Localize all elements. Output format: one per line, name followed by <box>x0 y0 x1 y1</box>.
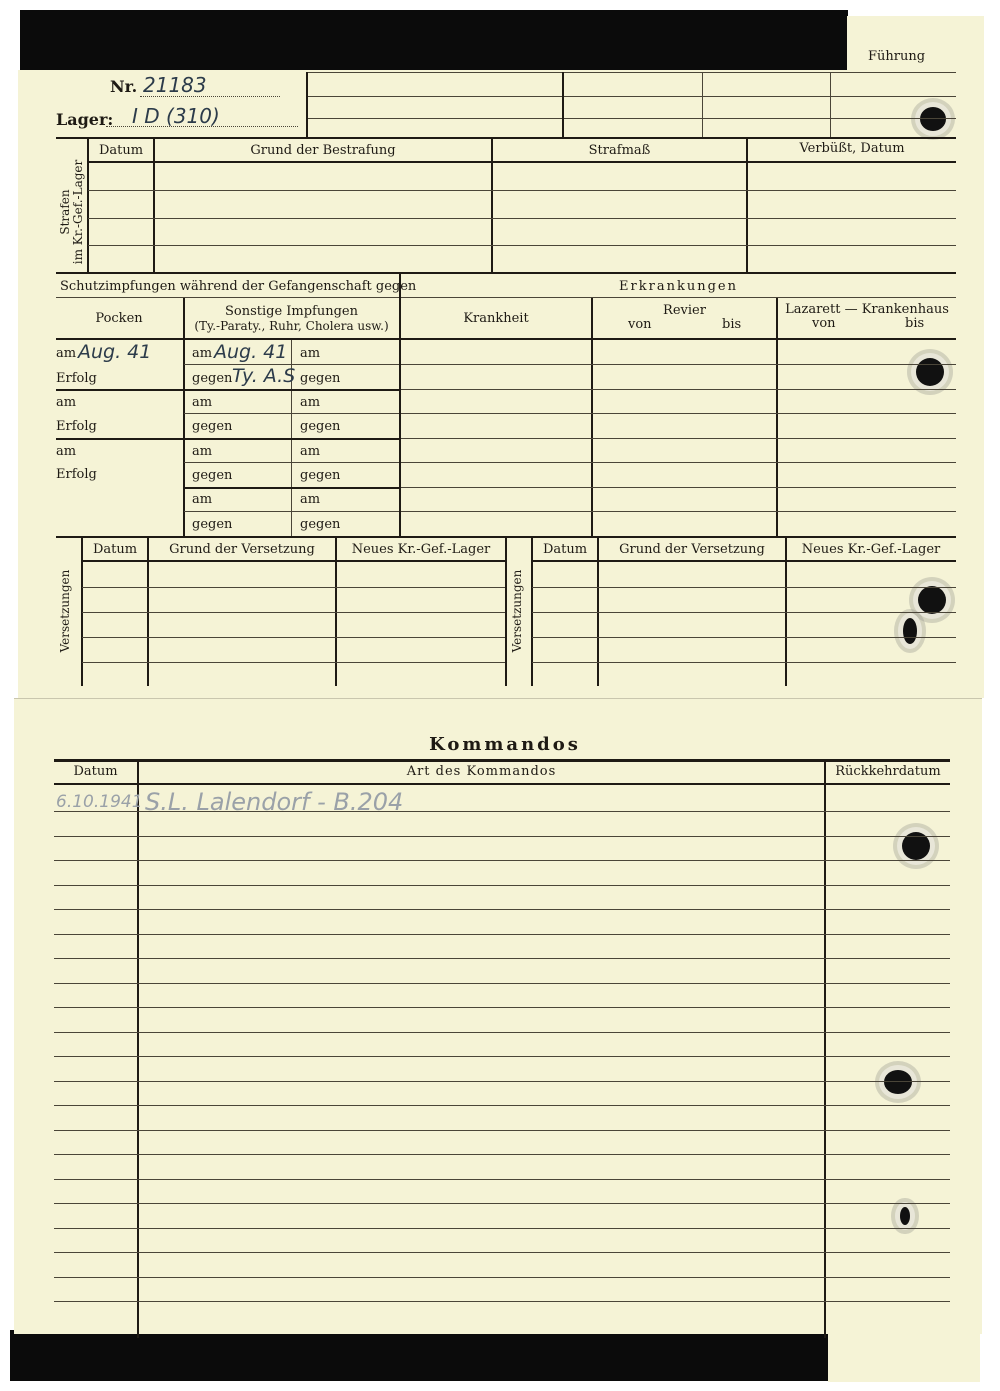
nr-dotted-line <box>140 96 280 97</box>
erkrankungen-divider <box>776 298 778 536</box>
versetzungen-left-row <box>82 612 505 613</box>
kommandos-row-line <box>54 958 950 959</box>
kommandos-row-line <box>54 1032 950 1033</box>
kommandos-entry-date: 6.10.1941 <box>56 792 143 812</box>
erk-row-line <box>401 413 956 414</box>
kommandos-row-line <box>54 909 950 910</box>
pocken-erfolg-2: Erfolg <box>56 419 97 434</box>
kommandos-top-rule <box>54 759 950 762</box>
sonstige-gegen-3b: gegen <box>300 468 341 483</box>
revier-label: Revier <box>663 303 706 318</box>
scan-border-top <box>20 10 848 72</box>
lazarett-bis: bis <box>905 316 925 331</box>
versetzungen-right-row <box>532 637 956 638</box>
strafen-row-line <box>88 190 956 191</box>
sonstige-am-3b: am <box>300 444 321 459</box>
versetzungen-left-row <box>82 662 505 663</box>
strafen-row-line <box>88 218 956 219</box>
revier-bis: bis <box>722 317 742 332</box>
lager-label: Lager: <box>56 110 114 129</box>
punch-hole-icon <box>920 107 946 131</box>
nr-label: Nr. <box>110 77 138 96</box>
strafen-divider <box>87 139 89 273</box>
strafen-divider <box>491 139 493 273</box>
kommandos-entry-text: S.L. Lalendorf - B.204 <box>145 788 404 816</box>
kommandos-row-line <box>54 1301 950 1302</box>
versetzungen-left-side-label: Versetzungen <box>58 569 72 653</box>
pocken-erfolg-1: Erfolg <box>56 371 97 386</box>
sonstige-am-2b: am <box>300 395 321 410</box>
pocken-label: Pocken <box>95 311 143 326</box>
pocken-erfolg-3: Erfolg <box>56 467 97 482</box>
impf-row-line <box>184 364 399 365</box>
kommandos-row-line <box>54 1056 950 1057</box>
versetzungen-left-row <box>82 587 505 588</box>
versetzungen-right-row <box>532 612 956 613</box>
impf-row-rule <box>184 487 399 489</box>
sonstige-am-3a: am <box>192 444 213 459</box>
kommandos-row-line <box>54 811 950 812</box>
lager-dotted-line <box>106 126 298 127</box>
strafen-col-grund: Grund der Bestrafung <box>250 143 396 158</box>
strafen-col-verbuesst: Verbüßt, Datum <box>799 141 905 156</box>
erkrankungen-title: Erkrankungen <box>619 279 738 294</box>
sonstige-gegen-4b: gegen <box>300 517 341 532</box>
erkrankungen-title-rule <box>401 297 956 298</box>
sonstige-gegen-4a: gegen <box>192 517 233 532</box>
versetzungen-left-row <box>82 637 505 638</box>
versetzungen-right-row <box>532 587 956 588</box>
sonstige-gegen-1a: gegen <box>192 371 233 386</box>
paper-bottom-right-tab <box>828 1330 980 1382</box>
lazarett-label: Lazarett — Krankenhaus <box>785 302 949 317</box>
kommandos-title: Kommandos <box>429 734 581 755</box>
header-bottom-rule <box>56 137 956 139</box>
sonstige-gegen-2a: gegen <box>192 419 233 434</box>
strafen-row-line <box>88 245 956 246</box>
erk-row-line <box>401 487 956 488</box>
strafen-header-rule <box>88 161 956 163</box>
fuehrung-label: Führung <box>868 49 926 64</box>
sonstige-label-1: Sonstige Impfungen <box>224 304 359 319</box>
sonstige-am-4a: am <box>192 492 213 507</box>
versetzungen-right-col-neues: Neues Kr.-Gef.-Lager <box>801 542 941 557</box>
erk-row-line <box>401 364 956 365</box>
punch-hole-icon <box>918 586 946 614</box>
sonstige-am-value: Aug. 41 <box>214 341 288 363</box>
versetzungen-right-side-label: Versetzungen <box>510 569 524 653</box>
punch-hole-icon <box>916 358 944 386</box>
erk-row-line <box>401 462 956 463</box>
erk-row-line <box>401 389 956 390</box>
kommandos-row-line <box>54 1105 950 1106</box>
impf-row-line <box>184 413 399 414</box>
kommandos-row-line <box>54 1179 950 1180</box>
header-line <box>308 96 956 97</box>
header-divider <box>306 72 308 138</box>
pocken-am-2: am <box>56 395 77 410</box>
sonstige-am-4b: am <box>300 492 321 507</box>
nr-value: 21183 <box>143 73 207 97</box>
kommandos-row-line <box>54 983 950 984</box>
versetzungen-left-header-rule <box>82 560 505 562</box>
revier-von: von <box>628 317 652 332</box>
kommandos-row-line <box>54 1277 950 1278</box>
header-line <box>308 118 956 119</box>
punch-hole-icon <box>900 1207 910 1225</box>
pocken-am-value: Aug. 41 <box>78 341 152 363</box>
erkrankungen-divider <box>591 298 593 536</box>
sonstige-am-2a: am <box>192 395 213 410</box>
impfungen-title: Schutzimpfungen während der Gefangenschaft gegen <box>60 279 417 294</box>
versetzungen-right-header-rule <box>532 560 956 562</box>
sonstige-am-1a: am <box>192 346 213 361</box>
kommandos-row-line <box>54 934 950 935</box>
impf-row-rule <box>56 438 399 440</box>
kommandos-row-line <box>54 1130 950 1131</box>
section-rule <box>56 272 956 274</box>
header-divider <box>830 72 831 138</box>
versetzungen-left-col-grund: Grund der Versetzung <box>169 542 315 557</box>
strafen-col-datum: Datum <box>98 143 144 158</box>
krankheit-label: Krankheit <box>463 311 529 326</box>
strafen-divider <box>746 139 748 273</box>
sonstige-gegen-3a: gegen <box>192 468 233 483</box>
fold-line <box>14 698 982 699</box>
sonstige-label-2: (Ty.-Paraty., Ruhr, Cholera usw.) <box>194 319 389 333</box>
erk-row-line <box>401 438 956 439</box>
versetzungen-right-col-grund: Grund der Versetzung <box>619 542 765 557</box>
strafen-side-label-2: im Kr.-Gef.-Lager <box>71 159 85 265</box>
header-divider <box>702 72 703 138</box>
versetzungen-right-row <box>532 662 956 663</box>
sonstige-gegen-2b: gegen <box>300 419 341 434</box>
strafen-col-strafmass: Strafmaß <box>588 143 651 158</box>
sonstige-gegen-1b: gegen <box>300 371 341 386</box>
pocken-divider <box>183 298 185 536</box>
kommandos-col-art: Art des Kommandos <box>406 764 557 779</box>
header-divider <box>562 72 564 138</box>
punch-hole-icon <box>884 1070 912 1094</box>
impf-row-rule <box>56 389 399 391</box>
pocken-am-3: am <box>56 444 77 459</box>
kommandos-row-line <box>54 1203 950 1204</box>
kommandos-col-datum: Datum <box>73 764 118 779</box>
strafen-side-label-1: Strafen <box>58 189 72 235</box>
sonstige-am-1b: am <box>300 346 321 361</box>
kommandos-row-line <box>54 836 950 837</box>
versetzungen-left-col-neues: Neues Kr.-Gef.-Lager <box>351 542 491 557</box>
header-line <box>308 72 956 73</box>
kommandos-row-line <box>54 1007 950 1008</box>
kommandos-row-line <box>54 1081 950 1082</box>
strafen-divider <box>153 139 155 273</box>
sonstige-gegen-value: Ty. A.S <box>232 365 296 387</box>
versetzungen-right-col-datum: Datum <box>542 542 588 557</box>
kommandos-row-line <box>54 885 950 886</box>
punch-hole-icon <box>903 618 917 644</box>
lazarett-von: von <box>812 316 836 331</box>
erk-row-line <box>401 511 956 512</box>
paper-upper-sheet <box>18 70 984 698</box>
impfungen-header-rule <box>56 338 956 340</box>
kommandos-row-line <box>54 860 950 861</box>
pocken-am-1: am <box>56 346 77 361</box>
kommandos-col-rueckkehr: Rückkehrdatum <box>835 764 941 779</box>
kommandos-row-line <box>54 1154 950 1155</box>
versetzungen-left-col-datum: Datum <box>92 542 138 557</box>
kommandos-row-line <box>54 1228 950 1229</box>
versetzungen-mid-divider <box>505 538 507 686</box>
kommandos-row-line <box>54 1252 950 1253</box>
kommandos-header-rule <box>54 783 950 785</box>
impfungen-title-rule <box>56 297 399 298</box>
strafen-side-label <box>59 157 87 267</box>
scan-border-bottom <box>10 1330 830 1381</box>
impf-row-line <box>184 511 399 512</box>
lager-value: I D (310) <box>132 104 220 128</box>
impf-row-line <box>184 462 399 463</box>
